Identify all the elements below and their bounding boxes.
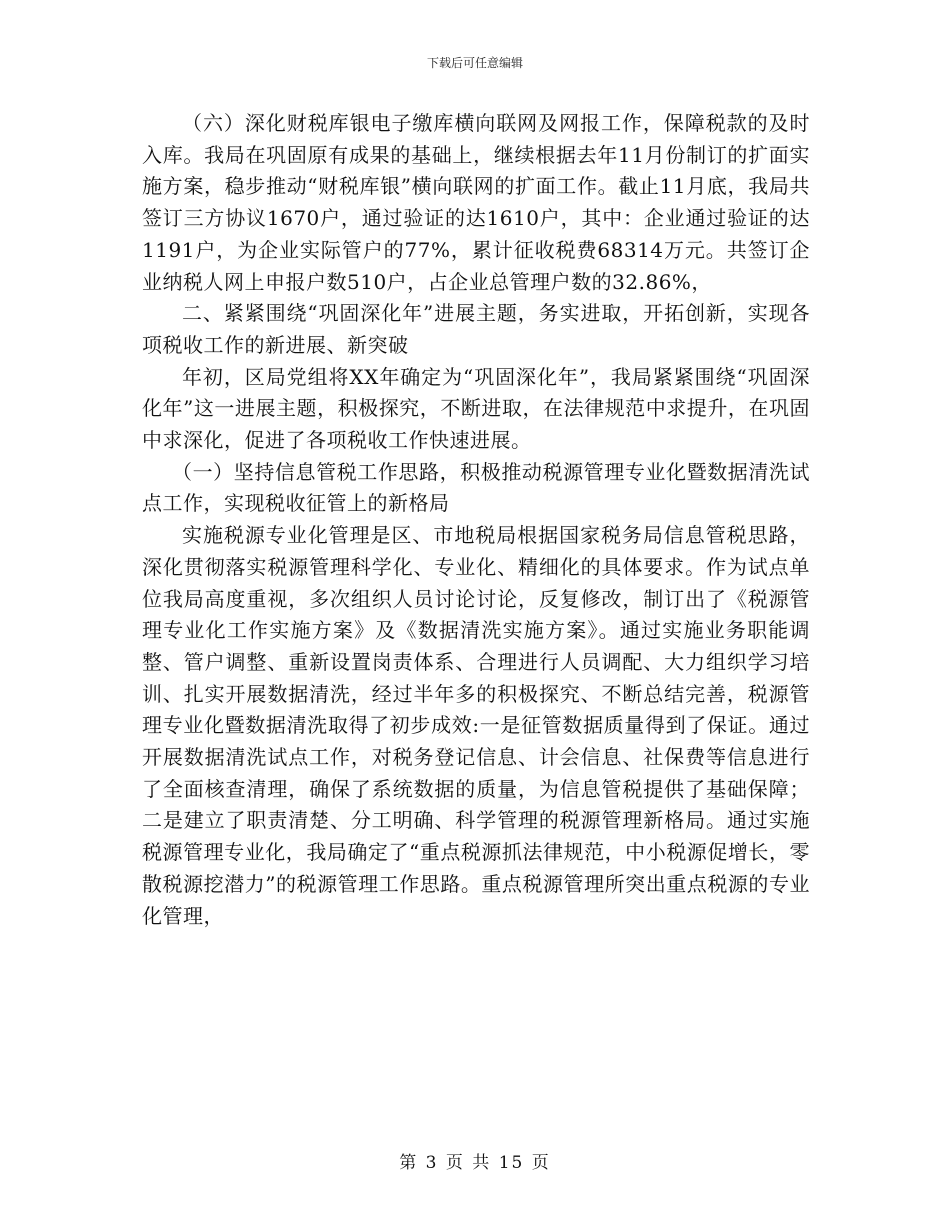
paragraph-tax-bank-network: （六）深化财税库银电子缴库横向联网及网报工作，保障税款的及时入库。我局在巩固原有成果的基础上，继续根据去年11月份制订的扩面实施方案，稳步推动“财税库银”横向联网的扩面工作。截止11月底，我局共签订三方协议1670户，通过验证的达1610户，其中：企业通过验证的达1191户，为企业实际管户的77%，累计征收税费68314万元。共签订企业纳税人网上申报户数510户，占企业总管理户数的32.86%， (142, 111, 810, 294)
paragraph-section-two-heading: 二、紧紧围绕“巩固深化年”进展主题，务实进取，开拓创新，实现各项税收工作的新进展、新突破 (142, 301, 810, 357)
page-header-note: 下载后可任意编辑 (426, 56, 523, 70)
paragraph-tax-source-management: 实施税源专业化管理是区、市地税局根据国家税务局信息管税思路，深化贯彻落实税源管理科学化、专业化、精细化的具体要求。作为试点单位我局高度重视，多次组织人员讨论讨论，反复修改，制订出了《税源管理专业化工作实施方案》及《数据清洗实施方案》。通过实施业务职能调整、管户调整、重新设置岗责体系、合理进行人员调配、大力组织学习培训、扎实开展数据清洗，经过半年多的积极探究、不断总结完善，税源管理专业化暨数据清洗取得了初步成效:一是征管数据质量得到了保证。通过开展数据清洗试点工作，对税务登记信息、计会信息、社保费等信息进行了全面核查清理，确保了系统数据的质量，为信息管税提供了基础保障；二是建立了职责清楚、分工明确、科学管理的税源管理新格局。通过实施税源管理专业化，我局确定了“重点税源抓法律规范，中小税源促增长，零散税源挖潜力”的税源管理工作思路。重点税源管理所突出重点税源的专业化管理， (142, 523, 810, 928)
page-number-footer: 第 3 页 共 15 页 (399, 1153, 551, 1173)
paragraph-subsection-one-heading: （一）坚持信息管税工作思路，积极推动税源管理专业化暨数据清洗试点工作，实现税收征管上的新格局 (142, 459, 810, 516)
document-body (142, 108, 810, 932)
paragraph-year-start: 年初，区局党组将XX年确定为“巩固深化年”，我局紧紧围绕“巩固深化年”这一进展主题，积极探究，不断进取，在法律规范中求提升，在巩固中求深化，促进了各项税收工作快速进展。 (142, 364, 810, 453)
